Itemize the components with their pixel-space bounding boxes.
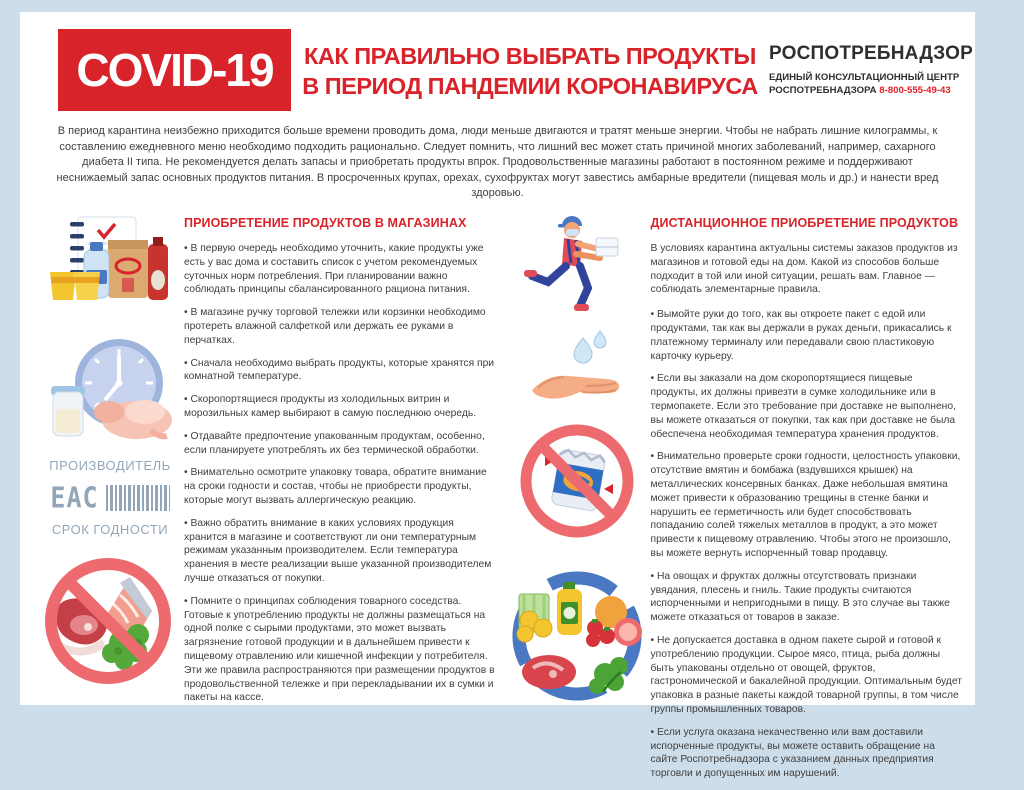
- content-columns: [20, 202, 975, 790]
- grocery-list-icon: [48, 214, 172, 310]
- agency-name: РОСПОТРЕБНАДЗОР: [769, 43, 973, 64]
- in-store-bullet-8: • Помните о принципах соблюдения товарного соседства. Готовые к употреблению продукты не должны размещаться на одной полке с сырыми продуктами, это может вызвать загрязнение готовой продукции и в дальнейшем привести к пищевому отравлению или кишечной инфекции у потребителя. Эти же правила распространяются при размещении продуктов в продовольственной тележке и при перекладывании их в сумки и пакеты на кассе.: [184, 595, 497, 705]
- remote-intro: В условиях карантина актуальны системы заказов продуктов из магазинов и готовой еды на дом. Какой из способов больше подходит в той или иной ситуации, решать вам. Главное — соблюдать элементарные правила.: [650, 243, 958, 296]
- poster-page: [20, 12, 975, 780]
- in-store-bullet-3: • Сначала необходимо выбрать продукты, которые хранятся при комнатной температуре.: [184, 357, 497, 385]
- agency-subtitle-line2: РОСПОТРЕБНАДЗОРА: [769, 85, 877, 97]
- producer-barcode-label: [46, 458, 174, 537]
- remote-icon-rail: [513, 214, 641, 790]
- eac-mark-icon: ЕАС: [50, 480, 99, 515]
- remote-bullet-4: • На овощах и фруктах должны отсутствовать признаки увядания, плесень и гниль. Такие продукты считаются испорченными и непригодными в пищу. В это случае вы также можете отказаться от товаров в заказе.: [651, 570, 964, 625]
- in-store-bullet-6: • Внимательно осмотрите упаковку товара, обратите внимание на сроки годности и состав, чтобы не приобрести продукты, которые могут вызвать аллергическую реакцию.: [184, 466, 497, 507]
- courier-delivery-icon: [522, 214, 632, 316]
- food-groups-circle-icon: [507, 558, 647, 710]
- remote-heading: ДИСТАНЦИОННОЕ ПРИОБРЕТЕНИЕ ПРОДУКТОВ: [650, 216, 959, 231]
- clock-room-temp-icon: [47, 336, 173, 444]
- in-store-icon-rail: [46, 214, 174, 790]
- agency-subtitle-line1: ЕДИНЫЙ КОНСУЛЬТАЦИОННЫЙ ЦЕНТР: [769, 72, 960, 83]
- remote-bullet-3: • Внимательно проверьте сроки годности, целостность упаковки, отсутствие вмятин и бомбажа (вздувшихся крышек) на металлических консервных банках. Даже небольшая вмятина может привести к образованию трещины в стенке банки и нарушить ее герметичность или будет способствовать попаданию солей тяжелых металлов в продукт, а это может привести к пищевому отравлению. Чтобы этого не произошло, вы можете вернуть испорченный товар продавцу.: [651, 450, 964, 560]
- eac-barcode-row: [46, 480, 174, 515]
- remote-bullet-1: • Вымойте руки до того, как вы откроете пакет с едой или продуктами, так как вы держали в руках деньги, прикасались к платежному терминалу или передавали свою пластиковую карточку курьеру.: [651, 308, 964, 363]
- shelf-life-label: СРОК ГОДНОСТИ: [51, 522, 169, 538]
- in-store-bullet-2: • В магазине ручку торговой тележки или корзинки необходимо протереть влажной салфеткой или держать ее руками в перчатках.: [184, 306, 497, 347]
- producer-label: ПРОИЗВОДИТЕЛЬ: [49, 458, 171, 474]
- hotline-phone: 8-800-555-49-43: [879, 85, 951, 97]
- header: [20, 12, 975, 111]
- in-store-bullet-1: • В первую очередь необходимо уточнить, какие продукты уже есть у вас дома и составить список с учетом рекомендуемых суточных норм потребления. При планировании важно соблюдать принципы сбалансированного рациона питания.: [184, 242, 497, 297]
- in-store-bullet-5: • Отдавайте предпочтение упакованным продуктам, особенно, если планируете употреблять их без термической обработки.: [184, 430, 497, 458]
- intro-paragraph: В период карантина неизбежно приходится больше времени проводить дома, люди меньше двигаются и тратят меньше энергии. Чтобы не набрать лишние килограммы, к составлению ежедневного меню необходимо подходить рационально. Следует помнить, что лишний вес может стать причиной многих заболеваний, например, сахарного диабета II типа. Не рекомендуется делать запасы и приобретать продукты впрок. Продовольственные магазины работают в постоянном режиме и поддерживают неснижаемый запас основных продуктов питания. В просроченных крупах, орехах, сухофруктах могут завестись амбарные вредители (пищевая моль и др.) и нанести вред здоровью.: [56, 125, 939, 200]
- title-line-1: КАК ПРАВИЛЬНО ВЫБРАТЬ ПРОДУКТЫ: [304, 43, 756, 69]
- in-store-section: [46, 214, 497, 790]
- agency-block: [769, 29, 973, 98]
- remote-texts: [651, 214, 964, 790]
- in-store-bullet-7: • Важно обратить внимание в каких условиях продукция хранится в магазине и соответствуют ли они температурным режимам указанным производителем. Если температура хранения в месте реализации выше указанной производителем лучше отказаться от покупки.: [184, 517, 497, 586]
- remote-purchase-section: [513, 214, 964, 790]
- remote-bullet-6: • Если услуга оказана некачественно или вам доставили испорченные продукты, вы можете оставить обращение на сайте Роспотребнадзора с указанием данных предприятия торговли и допущенных им нарушений.: [651, 726, 964, 781]
- no-raw-products-icon: [44, 549, 176, 689]
- title-line-2: В ПЕРИОД ПАНДЕМИИ КОРОНАВИРУСА: [302, 73, 758, 100]
- hand-washing-drops-icon: [528, 328, 626, 410]
- barcode-icon: [106, 485, 170, 511]
- agency-subtitle: [769, 71, 961, 98]
- in-store-heading: ПРИОБРЕТЕНИЕ ПРОДУКТОВ В МАГАЗИНАХ: [184, 216, 467, 231]
- remote-bullet-5: • Не допускается доставка в одном пакете сырой и готовой к употреблению продукции. Сырое мясо, птица, рыба должны быть упакованы отдельно от овощей, фруктов, гастрономической и бакалейной продукции. Оптимальным будет упаковка в разные пакеты каждой товарной группы, в том числе группы промышленных товаров.: [651, 634, 964, 717]
- in-store-bullet-4: • Скоропортящиеся продукты из холодильных витрин и морозильных камер выбирают в самую последнюю очередь.: [184, 393, 497, 421]
- in-store-texts: [184, 214, 497, 790]
- remote-bullet-2: • Если вы заказали на дом скоропортящиеся пищевые продукты, их должны привезти в сумке холодильнике или в термопакете. Если это требование при доставке не выполнено, вы можете отказаться от покупки, так как при доставке не была обеспечена необходимая температура хранения продуктов.: [651, 372, 964, 441]
- no-dented-can-icon: [517, 422, 637, 540]
- covid-19-badge: COVID-19: [58, 29, 291, 111]
- poster-title: [291, 29, 769, 101]
